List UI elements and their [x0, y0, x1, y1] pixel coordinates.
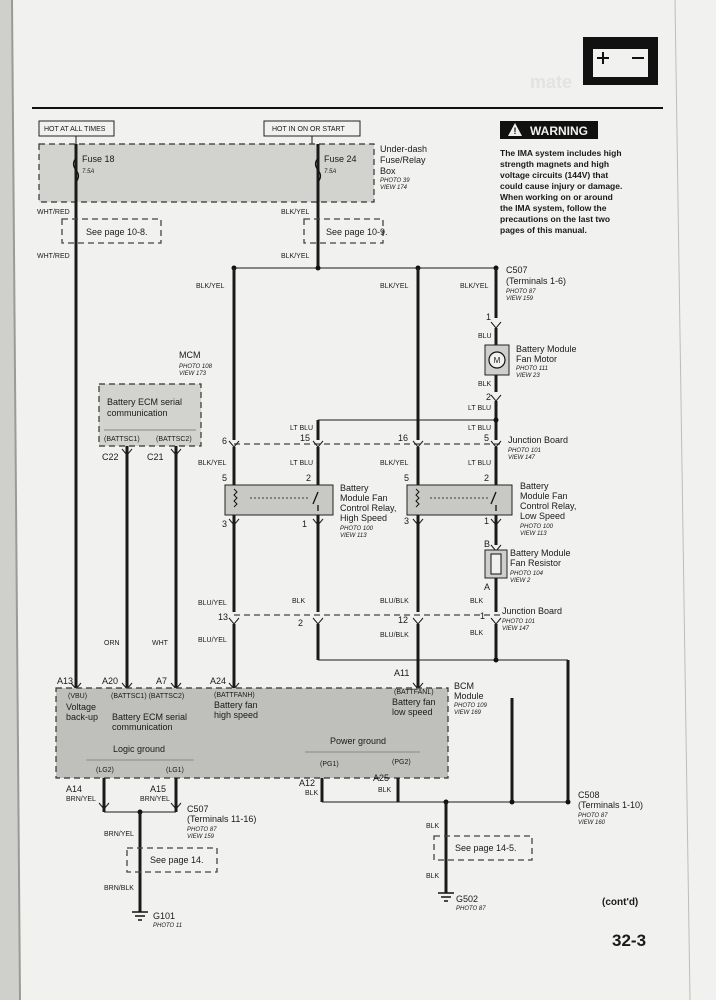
bcm-pg2: (PG2) — [392, 759, 411, 766]
wire-label-blu: BLU — [478, 333, 492, 340]
wire-label-blu-yel-1: BLU/YEL — [198, 600, 227, 607]
c507-bot-terms: (Terminals 11-16) — [187, 814, 257, 824]
wire-label-brn-yel-1: BRN/YEL — [66, 796, 96, 803]
wire-label-blk-yel-6: BLK/YEL — [198, 460, 227, 467]
fuse-18-rating: 7.5A — [82, 169, 95, 175]
bcm-lg1: (LG1) — [166, 767, 184, 774]
relay-low-line1: Battery — [520, 481, 549, 491]
bcm-vbu-line2: back-up — [66, 712, 99, 722]
relay-high-speed — [225, 485, 333, 515]
relay-low-view: VIEW 113 — [520, 531, 547, 537]
motor-symbol: M — [493, 356, 501, 365]
junction-board-1-photo: PHOTO 101 — [508, 448, 541, 454]
wire-label-blk-g502-1: BLK — [426, 823, 440, 830]
fan-motor-photo: PHOTO 111 — [516, 366, 549, 372]
bcm-pin-a13: A13 — [57, 676, 74, 686]
fuse-box-line1: Under-dash — [380, 144, 428, 154]
resistor-view: VIEW 2 — [510, 578, 531, 584]
relay-low-pin-2: 2 — [484, 473, 490, 483]
bcm-fanl-line1: Battery fan — [392, 697, 436, 707]
relay-high-line4: High Speed — [340, 513, 388, 523]
relay-low-line4: Low Speed — [520, 511, 566, 521]
mcm-sig2: (BATTSC2) — [156, 436, 192, 443]
bcm-module-label: Module — [454, 691, 484, 701]
wire-label-orn: ORN — [104, 640, 120, 647]
resistor-icon — [491, 554, 501, 574]
mcm-box-line2: communication — [107, 408, 168, 418]
fan-motor-line1: Battery Module — [516, 344, 577, 354]
fuse-box-line3: Box — [380, 166, 396, 176]
bcm-photo: PHOTO 109 — [454, 703, 487, 709]
bcm-fanh-line1: Battery fan — [214, 700, 258, 710]
c507-pin-2: 2 — [486, 392, 492, 402]
relay-low-pin-1: 1 — [484, 516, 490, 526]
relay-low-pin-3: 3 — [404, 516, 410, 526]
see-page-10-9: See page 10-9. — [326, 227, 388, 237]
mcm-name: MCM — [179, 350, 201, 360]
mcm-view: VIEW 173 — [179, 371, 207, 377]
mcm-pin-c21: C21 — [147, 452, 164, 462]
wire-label-wht: WHT — [152, 640, 168, 647]
battery-module-fan-motor — [485, 345, 509, 375]
bcm-vbu-line1: Voltage — [66, 702, 97, 712]
c507-bot-name: C507 — [187, 804, 209, 814]
bcm-view: VIEW 169 — [454, 710, 482, 716]
bcm-fanl-line2: low speed — [392, 707, 433, 717]
fuse-box-line2: Fuse/Relay — [380, 155, 426, 165]
warning-line-8: pages of this manual. — [500, 225, 587, 235]
fuse-box-view: VIEW 174 — [380, 185, 408, 191]
page-number: 32-3 — [612, 931, 647, 950]
warning-title: WARNING — [530, 124, 588, 138]
g502-photo: PHOTO 87 — [456, 906, 486, 912]
resistor-pin-b: B — [484, 539, 491, 549]
svg-text:!: ! — [513, 126, 517, 136]
wire-label-lt-blu-1: LT BLU — [468, 405, 492, 412]
faint-header-text: mate — [530, 72, 573, 92]
wire-label-blk-g502-2: BLK — [426, 873, 440, 880]
jb1-pin-15: 15 — [300, 433, 311, 443]
relay-high-pin-5: 5 — [222, 473, 228, 483]
relay-high-photo: PHOTO 100 — [340, 526, 373, 532]
wire-label-lt-blu-4: LT BLU — [290, 460, 314, 467]
c508-name: C508 — [578, 790, 600, 800]
wire-label-brn-yel-3: BRN/YEL — [104, 831, 134, 838]
wire-label-lt-blu-5: LT BLU — [468, 460, 492, 467]
c508-photo: PHOTO 87 — [578, 813, 608, 819]
bcm-logic-ground: Logic ground — [113, 744, 166, 754]
relay-high-line1: Battery — [340, 483, 369, 493]
relay-low-photo: PHOTO 100 — [520, 524, 553, 530]
jb2-pin-13: 13 — [218, 612, 229, 622]
warning-line-6: the IMA system, follow the — [500, 203, 607, 213]
jb2-pin-12: 12 — [398, 615, 409, 625]
relay-low-line3: Control Relay, — [520, 501, 577, 511]
warning-line-5: When working on or around — [500, 192, 613, 202]
warning-line-4: could cause injury or damage. — [500, 181, 623, 191]
fan-motor-line2: Fan Motor — [516, 354, 558, 364]
warning-line-7: precautions on the last two — [500, 214, 611, 224]
relay-high-view: VIEW 113 — [340, 533, 367, 539]
bcm-fanh-line2: high speed — [214, 710, 259, 720]
c507-top-photo: PHOTO 87 — [506, 289, 536, 295]
c508-terms: (Terminals 1-10) — [578, 800, 644, 810]
mcm-photo: PHOTO 108 — [179, 364, 212, 370]
resistor-pin-a: A — [484, 582, 491, 592]
relay-high-pin-3: 3 — [222, 519, 228, 529]
wire-label-blk-yel-2: BLK/YEL — [281, 253, 310, 260]
mcm-box-line1: Battery ECM serial — [107, 397, 183, 407]
relay-high-pin-2: 2 — [306, 473, 312, 483]
bcm-name: BCM — [454, 681, 474, 691]
wire-label-brn-blk: BRN/BLK — [104, 885, 134, 892]
jb1-pin-5: 5 — [484, 433, 490, 443]
hot-at-all-times-label: HOT AT ALL TIMES — [44, 126, 106, 133]
wire-label-wht-red-1: WHT/RED — [37, 209, 70, 216]
bcm-lg2: (LG2) — [96, 767, 114, 774]
bcm-ecm-line2: communication — [112, 722, 173, 732]
resistor-line2: Fan Resistor — [510, 558, 562, 568]
relay-high-line3: Control Relay, — [340, 503, 397, 513]
junction-board-2-name: Junction Board — [502, 606, 563, 616]
junction-board-1-name: Junction Board — [508, 435, 569, 445]
mcm-sig1: (BATTSC1) — [104, 436, 140, 443]
warning-line-3: voltage circuits (144V) that — [500, 170, 609, 180]
bcm-vbu: (VBU) — [68, 693, 88, 700]
wire-label-blu-blk-2: BLU/BLK — [380, 632, 409, 639]
c507-pin-1: 1 — [486, 312, 492, 322]
c507-top-view: VIEW 159 — [506, 296, 534, 302]
resistor-line1: Battery Module — [510, 548, 571, 558]
wire-label-blk-yel-5: BLK/YEL — [460, 283, 489, 290]
g101-name: G101 — [153, 911, 176, 921]
bcm-pin-a7: A7 — [156, 676, 168, 686]
fan-resistor — [485, 550, 507, 578]
see-page-10-8: See page 10-8. — [86, 227, 148, 237]
mcm-pin-c22: C22 — [102, 452, 119, 462]
c508-view: VIEW 160 — [578, 820, 606, 826]
wire-label-blk-motor: BLK — [478, 381, 492, 388]
fuse-box-photo: PHOTO 39 — [380, 178, 410, 184]
fan-motor-view: VIEW 23 — [516, 373, 540, 379]
wire-label-blk-resistor: BLK — [470, 598, 484, 605]
warning-line-1: The IMA system includes high — [500, 148, 622, 158]
bcm-pin-a25: A25 — [373, 773, 390, 783]
relay-low-line2: Module Fan — [520, 491, 568, 501]
wire-label-blk-yel-7: BLK/YEL — [380, 460, 409, 467]
wire-label-blu-yel-2: BLU/YEL — [198, 637, 227, 644]
resistor-photo: PHOTO 104 — [510, 571, 543, 577]
bcm-fanh: (BATTFANH) — [214, 692, 255, 699]
wire-label-blk-yel-3: BLK/YEL — [196, 283, 225, 290]
fuse-18-name: Fuse 18 — [82, 154, 115, 164]
jb2-pin-2: 2 — [298, 618, 304, 628]
bcm-battsc: (BATTSC1) (BATTSC2) — [111, 693, 185, 700]
bcm-pin-a20: A20 — [102, 676, 119, 686]
fuse-24-rating: 7.5A — [324, 169, 337, 175]
warning-line-2: strength magnets and high — [500, 159, 610, 169]
hot-in-on-label: HOT IN ON OR START — [272, 126, 345, 133]
bcm-pin-a24: A24 — [210, 676, 227, 686]
wire-label-blk-a25: BLK — [378, 787, 392, 794]
c507-top-terms: (Terminals 1-6) — [506, 276, 567, 286]
fuse-24-name: Fuse 24 — [324, 154, 357, 164]
bcm-pin-a12: A12 — [299, 778, 316, 788]
wire-label-blk-jb2: BLK — [470, 630, 484, 637]
bcm-pin-a11: A11 — [394, 668, 410, 678]
wire-label-blk-yel-1: BLK/YEL — [281, 209, 310, 216]
relay-low-speed — [407, 485, 512, 515]
bcm-pg1: (PG1) — [320, 761, 339, 768]
wire-label-brn-yel-2: BRN/YEL — [140, 796, 170, 803]
relay-high-line2: Module Fan — [340, 493, 388, 503]
bcm-pin-a15: A15 — [150, 784, 167, 794]
see-page-14-5: See page 14-5. — [455, 843, 517, 853]
wire-label-blk-a12: BLK — [305, 790, 319, 797]
g502-name: G502 — [456, 894, 479, 904]
junction-board-2-view: VIEW 147 — [502, 626, 530, 632]
contd-label: (cont'd) — [602, 897, 639, 908]
bcm-power-ground: Power ground — [330, 736, 387, 746]
junction-board-1-view: VIEW 147 — [508, 455, 536, 461]
junction-board-2-photo: PHOTO 101 — [502, 619, 535, 625]
c507-bot-photo: PHOTO 87 — [187, 827, 217, 833]
battery-icon — [583, 37, 658, 85]
bcm-ecm-line1: Battery ECM serial — [112, 712, 188, 722]
g101-photo: PHOTO 11 — [153, 923, 183, 929]
wire-label-lt-blu-2: LT BLU — [290, 425, 314, 432]
jb1-pin-6: 6 — [222, 436, 228, 446]
wire-label-blk-relay: BLK — [292, 598, 306, 605]
jb2-pin-1: 1 — [480, 611, 486, 621]
see-page-14: See page 14. — [150, 855, 204, 865]
wire-label-blk-yel-4: BLK/YEL — [380, 283, 409, 290]
wire-label-blu-blk-1: BLU/BLK — [380, 598, 409, 605]
bcm-fanl: (BATTFANL) — [394, 689, 434, 696]
wire-label-lt-blu-3: LT BLU — [468, 425, 492, 432]
jb1-pin-16: 16 — [398, 433, 409, 443]
wire-label-wht-red-2: WHT/RED — [37, 253, 70, 260]
c507-top-name: C507 — [506, 265, 528, 275]
relay-high-pin-1: 1 — [302, 519, 308, 529]
bcm-pin-a14: A14 — [66, 784, 83, 794]
c507-bot-view: VIEW 159 — [187, 834, 215, 840]
relay-low-pin-5: 5 — [404, 473, 410, 483]
